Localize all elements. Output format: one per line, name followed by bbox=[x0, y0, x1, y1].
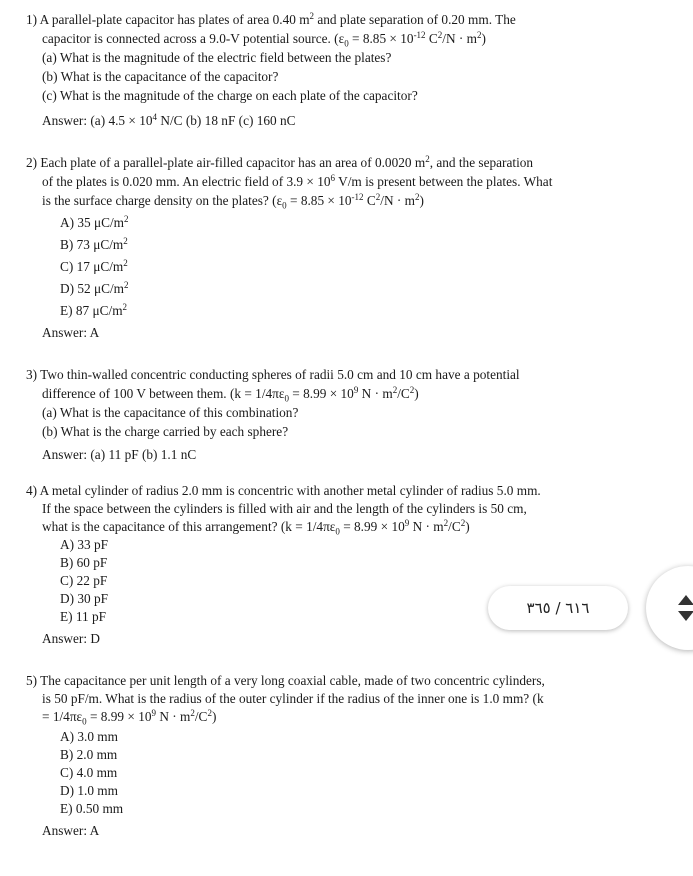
question-1 bbox=[26, 10, 642, 130]
option-b: B) 2.0 mm bbox=[60, 747, 118, 762]
answer-text: Answer: D bbox=[42, 631, 100, 646]
answer-text: Answer: A bbox=[42, 325, 100, 340]
option-b: B) 60 pF bbox=[60, 555, 108, 570]
page-counter bbox=[488, 586, 628, 630]
option-c: C) 4.0 mm bbox=[60, 765, 118, 780]
question-text: is the surface charge density on the plates? ($\varepsilon_0 = 8.85 \times 10^{-12}$ $C^2/N \cdot m^2$) bbox=[42, 192, 424, 211]
answer-text: Answer: A bbox=[42, 823, 100, 838]
option-d: D) 1.0 mm bbox=[60, 783, 118, 798]
question-text: of the plates is 0.020 mm. An electric field of $3.9 \times 10^6$ V/m is present between the plates. What bbox=[42, 173, 553, 189]
question-text: 2) Each plate of a parallel-plate air-filled capacitor has an area of 0.0020 $m^2$, and the separation bbox=[26, 154, 534, 170]
option-b: B) 73 $\mu C/m^2$ bbox=[60, 236, 128, 252]
question-text: = $1/4\pi\varepsilon_0 = 8.99 \times 10^9$ $N \cdot m^2/C^2$) bbox=[42, 708, 217, 727]
sub-question: (b) What is the charge carried by each sphere? bbox=[42, 424, 289, 439]
question-text: 4) A metal cylinder of radius 2.0 mm is concentric with another metal cylinder of radius 5.0 mm. bbox=[26, 483, 541, 498]
question-text: 1) A parallel-plate capacitor has plates of area 0.40 $m^2$ and plate separation of 0.20 mm. The bbox=[26, 11, 516, 27]
option-c: C) 22 pF bbox=[60, 573, 108, 588]
option-e: E) 87 $\mu C/m^2$ bbox=[60, 302, 128, 318]
up-down-arrows-icon bbox=[676, 593, 693, 623]
option-d: D) 30 pF bbox=[60, 591, 109, 606]
answer-text: Answer: (a) $4.5 \times 10^4$ N/C (b) 18 nF (c) 160 nC bbox=[42, 112, 296, 128]
sub-question: (b) What is the capacitance of the capacitor? bbox=[42, 69, 279, 84]
sub-question: (c) What is the magnitude of the charge on each plate of the capacitor? bbox=[42, 88, 418, 103]
question-text: 3) Two thin-walled concentric conducting spheres of radii 5.0 cm and 10 cm have a potential bbox=[26, 367, 520, 382]
question-text: what is the capacitance of this arrangement? ($k = 1/4\pi\varepsilon_0 = 8.99 \times 10^9$ $N \cdot m^2/C^2$) bbox=[42, 518, 470, 537]
question-text: difference of 100 V between them. ($k = 1/4\pi\varepsilon_0 = 8.99 \times 10^9$ $N \cdot m^2/C^2$) bbox=[42, 385, 419, 404]
option-a: A) 33 pF bbox=[60, 537, 109, 552]
scroll-button[interactable] bbox=[646, 566, 693, 650]
page-counter-text: ٦١٦ / ٣٦٥ bbox=[526, 599, 590, 617]
sub-question: (a) What is the magnitude of the electric field between the plates? bbox=[42, 50, 392, 65]
option-a: A) 35 $\mu C/m^2$ bbox=[60, 214, 129, 230]
question-text: is 50 pF/m. What is the radius of the outer cylinder if the radius of the inner one is 1.0 mm? (k bbox=[42, 691, 544, 706]
option-e: E) 11 pF bbox=[60, 609, 107, 624]
question-5 bbox=[26, 672, 642, 840]
option-a: A) 3.0 mm bbox=[60, 729, 118, 744]
option-e: E) 0.50 mm bbox=[60, 801, 124, 816]
question-2 bbox=[26, 153, 642, 342]
answer-text: Answer: (a) 11 pF (b) 1.1 nC bbox=[42, 447, 197, 462]
question-text: capacitor is connected across a 9.0-V potential source. ($\varepsilon_0 = 8.85 \times 10^{-12}$ $C^2/N \cdot m^2$) bbox=[42, 30, 486, 49]
question-text: 5) The capacitance per unit length of a very long coaxial cable, made of two concentric cylinders, bbox=[26, 673, 545, 688]
sub-question: (a) What is the capacitance of this combination? bbox=[42, 405, 299, 420]
option-d: D) 52 $\mu C/m^2$ bbox=[60, 280, 129, 296]
question-text: If the space between the cylinders is filled with air and the length of the cylinders is 50 cm, bbox=[42, 501, 527, 516]
option-c: C) 17 $\mu C/m^2$ bbox=[60, 258, 128, 274]
question-3 bbox=[26, 365, 642, 464]
